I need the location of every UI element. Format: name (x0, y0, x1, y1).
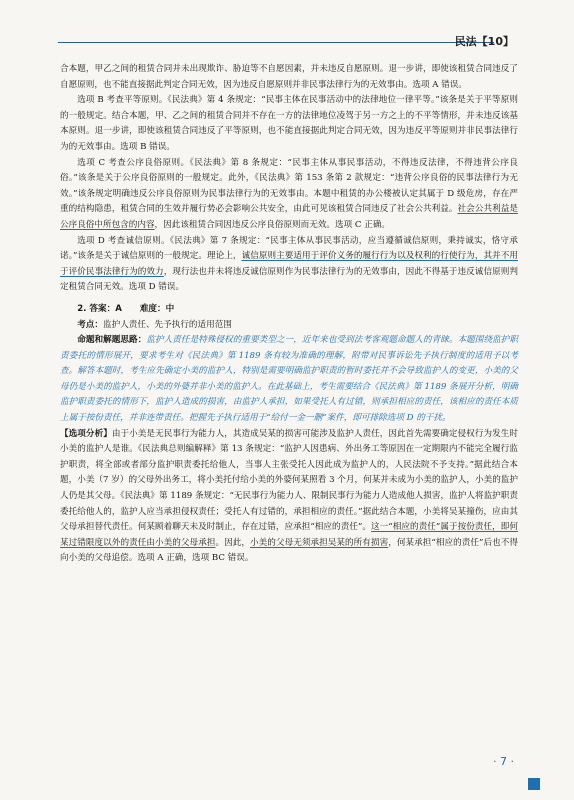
option-d-text-1: 选项 D 考查诚信原则。《民法典》第 7 条规定：“民事主体从事民事活动，应当遵循诚信原则，秉持诚实，恪守承诺。”该条是关于诚信原则的一般规定。理论上， (60, 235, 518, 262)
option-analysis-label: 【选项分析】 (60, 428, 112, 439)
option-analysis (60, 427, 518, 567)
solution-idea (60, 333, 518, 427)
page-content (60, 62, 518, 567)
option-d-underlined: 诚信原则主要适用于评价义务的履行行为以及权利的行使行为，其并不用于评价民事法律行为的效力 (60, 251, 518, 277)
header-rule (58, 42, 494, 43)
corner-marker (528, 778, 540, 790)
paragraph-option-c (60, 156, 518, 234)
option-analysis-underlined-1: 这一“相应的责任”属于按份责任，即何某过错限度以外的责任由小美的父母承担 (60, 522, 518, 548)
paragraph-option-d (60, 234, 518, 296)
answer-value: A (115, 303, 122, 314)
header-title: 民法【10】 (454, 35, 514, 48)
option-d-text-2: ，现行法也并未将违反诚信原则作为民事法律行为的无效事由，因此不得基于违反诚信原则判定租赁合同无效。选项 D 错误。 (60, 266, 518, 293)
key-point (60, 318, 518, 334)
option-c-text-1: 选项 C 考查公序良俗原则。《民法典》第 8 条规定：“民事主体从事民事活动，不得违反法律，不得违背公序良俗。”该条是关于公序良俗原则的一般规定。此外，《民法典》第 153 条第 2 款规定：“违背公序良俗的民事法律行为无效。”该条规定明确违反公序良俗原则为民事法律行为的无效事由。本题中租赁的办公楼被认定其属于 D 级危房，存在严重的结构隐患，租赁合同的生效并履行势必会影响公共安全，由此可见该租赁合同违反了社会公共利益。 (60, 157, 518, 215)
solution-idea-text: 监护人责任是特殊侵权的重要类型之一，近年来也受到法考客观题命题人的青睐。本题围绕监护职责委托的情形展开，要求考生对《民法典》第 1189 条有较为准确的理解，附带对民事诉讼先予执行制度的适用予以考查。解答本题时，考生应先确定小美的监护人，特别是需要明确监护职责的暂时委托并不会导致监护人的变更，小美的父母仍是小美的监护人，小美的外婆并非小美的监护人。在此基础上，考生需要结合《民法典》第 1189 条展开分析，明确监护职责委托的情形下，监护人造成的损害，由监护人承担，如果受托人有过错，则承担相应的责任，该相应的责任本质上属于按份责任，并非连带责任。把握先予执行适用于“给付一金一删”案件，即可排除选项 D 的干扰。 (60, 335, 518, 424)
key-point-label: 考点： (77, 319, 103, 330)
option-analysis-text-1: 由于小美是无民事行为能力人，其造成吴某的损害可能涉及监护人责任，因此首先需要确定侵权行为发生时小美的监护人是谁。《民法典总则编解释》第 13 条规定：“监护人因患病、外出务工等原因在一定期限内不能完全履行监护职责，将全部或者部分监护职责委托给他人，当事人主张受托人因此成为监护人的，人民法院不予支持。”据此结合本题，小美（7 岁）的父母外出务工，将小美托付给小美的外婆何某照看 3 个月，何某并未成为小美的监护人，小美的监护人仍是其父母。《民法典》第 1189 条规定：“无民事行为能力人、限制民事行为能力人造成他人损害，监护人将监护职责委托给他人的，监护人应当承担侵权责任；受托人有过错的，承担相应的责任。”据此结合本题，小美将吴某撞伤，应由其父母承担替代责任。何某顾着聊天未及时制止，存在过错，应承担“相应的责任”。 (60, 428, 518, 533)
option-analysis-text-2: 。因此， (215, 537, 251, 548)
paragraph-option-a-end: 合本题，甲乙之间的租赁合同并未出现欺诈、胁迫等不自愿因素，并未违反自愿原则。退一步讲，即使该租赁合同违反了自愿原则，也不能直接据此判定合同无效，因为违反自愿原则并非民事法律行为的无效事由。选项 A 错误。 (60, 64, 518, 90)
difficulty-value: 中 (165, 303, 175, 314)
key-point-text: 监护人责任、先予执行的适用范围 (102, 319, 232, 330)
option-c-underlined: 社会公共利益是公序良俗中所包含的内容 (60, 204, 518, 230)
option-c-text-2: ，因此该租赁合同因违反公序良俗原则而无效。选项 C 正确。 (154, 219, 391, 230)
page-number: · 7 · (493, 755, 514, 768)
answer-label: 2. 答案： (77, 303, 116, 314)
option-analysis-text-3: ，何某承担“相应的责任”后也不得向小美的父母追偿。选项 A 正确，选项 BC 错误。 (60, 537, 518, 564)
option-analysis-underlined-2: 小美的父母无须承担吴某的所有损害 (250, 537, 389, 548)
question-2-answer-line (60, 302, 518, 318)
paragraph-option-b: 选项 B 考查平等原则。《民法典》第 4 条规定：“民事主体在民事活动中的法律地位一律平等。”该条是关于平等原则的一般规定。结合本题，甲、乙之间的租赁合同并不存在一方的法律地位凌驾于另一方之上的不平等情形，并未违反该基本原则。退一步讲，即使该租赁合同违反了平等原则，也不能直接据此判定合同无效，因为违反平等原则并非民事法律行为的无效事由。选项 B 错误。 (60, 95, 518, 152)
solution-idea-label: 命题和解题思路： (77, 335, 147, 346)
page-header (0, 0, 574, 58)
difficulty-label: 难度： (139, 303, 166, 314)
